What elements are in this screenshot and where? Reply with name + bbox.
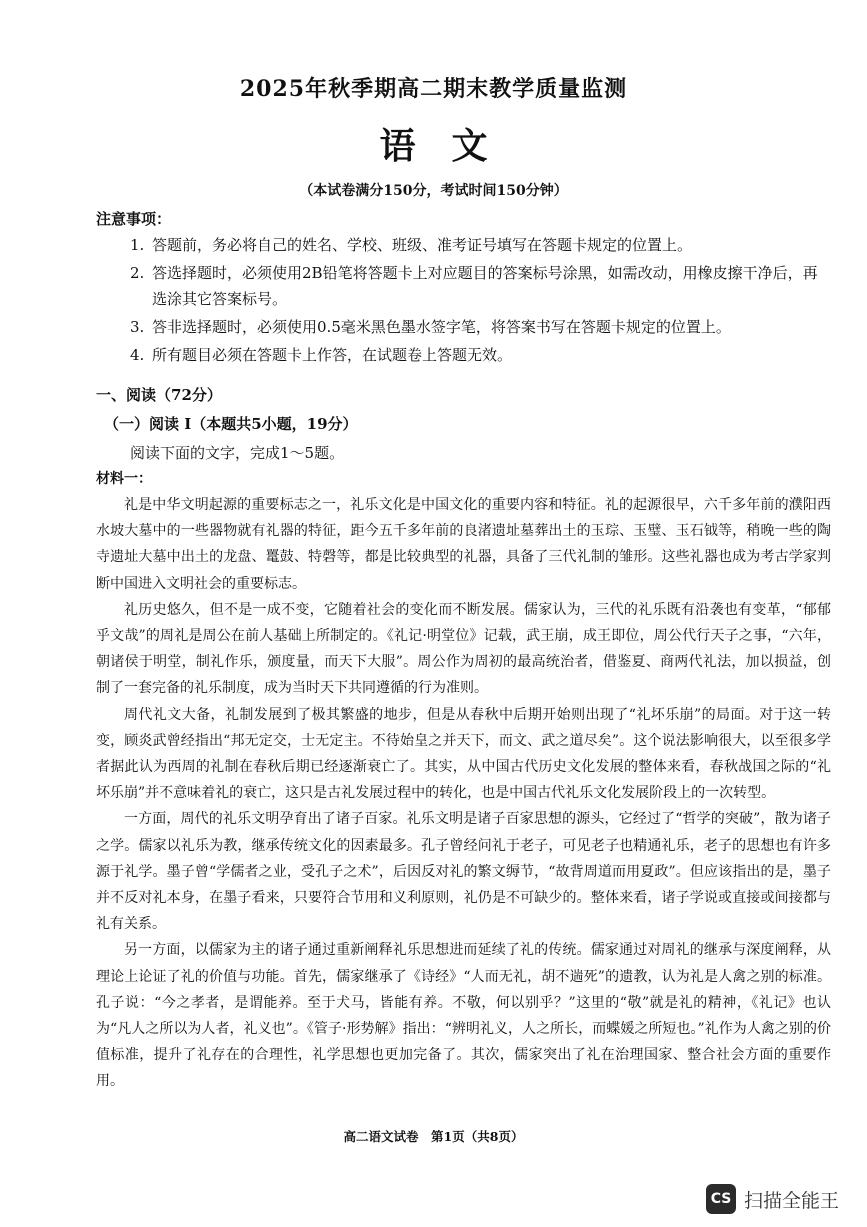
- subject-title: 语文: [379, 125, 524, 167]
- notice-item: [130, 314, 830, 340]
- scanner-watermark: [706, 1183, 839, 1215]
- material-label: 材料一：: [96, 471, 152, 487]
- notice-item-text: 答题前，务必将自己的姓名、学校、班级、准考证号填写在答题卡规定的位置上。: [152, 236, 693, 254]
- reading-instruction: 阅读下面的文字，完成1～5题。: [130, 444, 345, 462]
- paragraph: 礼历史悠久，但不是一成不变，它随着社会的变化而不断发展。儒家认为，三代的礼乐既有沿袭也有变革，“郁郁乎文哉”的周礼是周公在前人基础上所制定的。《礼记·明堂位》记载，武王崩，成王即位，周公代行天子之事，“六年，朝诸侯于明堂，制礼作乐，颁度量，而天下大服”。周公作为周初的最高统治者，借鉴夏、商两代礼法，加以损益，创制了一套完备的礼乐制度，成为当时天下共同遵循的行为准则。: [96, 601, 831, 697]
- scanner-brand-text: 扫描全能王: [744, 1189, 840, 1212]
- material-text: [96, 492, 831, 1095]
- paragraph: 周代礼文大备，礼制发展到了极其繁盛的地步，但是从春秋中后期开始则出现了“礼坏乐崩”的局面。对于这一转变，顾炎武曾经指出“邦无定交，士无定主。不待始皇之并天下，而文、武之道尽矣”。这个说法影响很大，以至很多学者据此认为西周的礼制在春秋后期已经逐渐衰亡了。其实，从中国古代历史文化发展的整体来看，春秋战国之际的“礼坏乐崩”并不意味着礼的衰亡，这只是古礼发展过程中的转化，也是中国古代礼乐文化发展阶段上的一次转型。: [96, 706, 831, 802]
- paragraph: 另一方面，以儒家为主的诸子通过重新阐释礼乐思想进而延续了礼的传统。儒家通过对周礼的继承与深度阐释，从理论上论证了礼的价值与功能。首先，儒家继承了《诗经》“人而无礼，胡不遄死”的遗教，认为礼是人禽之别的标准。孔子说：“今之孝者，是谓能养。至于犬马，皆能有养。不敬，何以别乎？”这里的“敬”就是礼的精神，《礼记》也认为“凡人之所以为人者，礼义也”。《管子·形势解》指出：“辨明礼义，人之所长，而蝶媛之所短也。”礼作为人禽之别的价值标准，提升了礼存在的合理性，礼学思想也更加完备了。其次，儒家突出了礼在治理国家、整合社会方面的重要作用。: [96, 942, 831, 1090]
- notice-item-text: 答选择题时，必须使用2B铅笔将答题卡上对应题目的答案标号涂黑，如需改动，用橡皮擦干净后，再选涂其它答案标号。: [152, 264, 818, 308]
- notice-item-number: 1.: [130, 236, 145, 254]
- notice-item-number: 3.: [130, 318, 145, 336]
- camscanner-logo-icon: CS: [706, 1184, 736, 1214]
- page-footer: 高二语文试卷 第1页（共8页）: [343, 1129, 524, 1144]
- paragraph: 礼是中华文明起源的重要标志之一，礼乐文化是中国文化的重要内容和特征。礼的起源很早，六千多年前的濮阳西水坡大墓中的一些器物就有礼器的特征，距今五千多年前的良渚遗址墓葬出土的玉琮、玉璧、玉石钺等，稍晚一些的陶寺遗址大墓中出土的龙盘、鼍鼓、特磬等，都是比较典型的礼器，具备了三代礼制的雏形。这些礼器也成为考古学家判断中国进入文明社会的重要标志。: [96, 497, 831, 592]
- notice-item-number: 4.: [130, 346, 145, 364]
- notice-item-text: 答非选择题时，必须使用0.5毫米黑色墨水签字笔，将答案书写在答题卡规定的位置上。: [152, 318, 731, 336]
- notice-item: [130, 260, 830, 312]
- exam-title: 2025年秋季期高二期末教学质量监测: [239, 76, 628, 102]
- exam-meta: （本试卷满分150分，考试时间150分钟）: [299, 183, 568, 199]
- notice-list: [130, 232, 830, 370]
- notice-item: [130, 342, 830, 368]
- notice-heading: 注意事项：: [96, 210, 172, 228]
- notice-item-text: 所有题目必须在答题卡上作答，在试题卷上答题无效。: [152, 346, 513, 364]
- paragraph: 一方面，周代的礼乐文明孕育出了诸子百家。礼乐文明是诸子百家思想的源头，它经过了“哲学的突破”，散为诸子之学。儒家以礼乐为教，继承传统文化的因素最多。孔子曾经问礼于老子，可见老子也精通礼乐，老子的思想也有许多源于礼学。墨子曾“学儒者之业，受孔子之术”，后因反对礼的繁文缛节，“故背周道而用夏政”。但应该指出的是，墨子并不反对礼本身，在墨子看来，只要符合节用和义利原则，礼仍是不可缺少的。整体来看，诸子学说或直接或间接都与礼有关系。: [96, 811, 831, 933]
- section-heading: 一、阅读（72分）: [96, 386, 222, 404]
- subsection-heading: （一）阅读 I（本题共5小题，19分）: [104, 415, 358, 433]
- notice-item: [130, 232, 830, 258]
- notice-item-number: 2.: [130, 264, 145, 282]
